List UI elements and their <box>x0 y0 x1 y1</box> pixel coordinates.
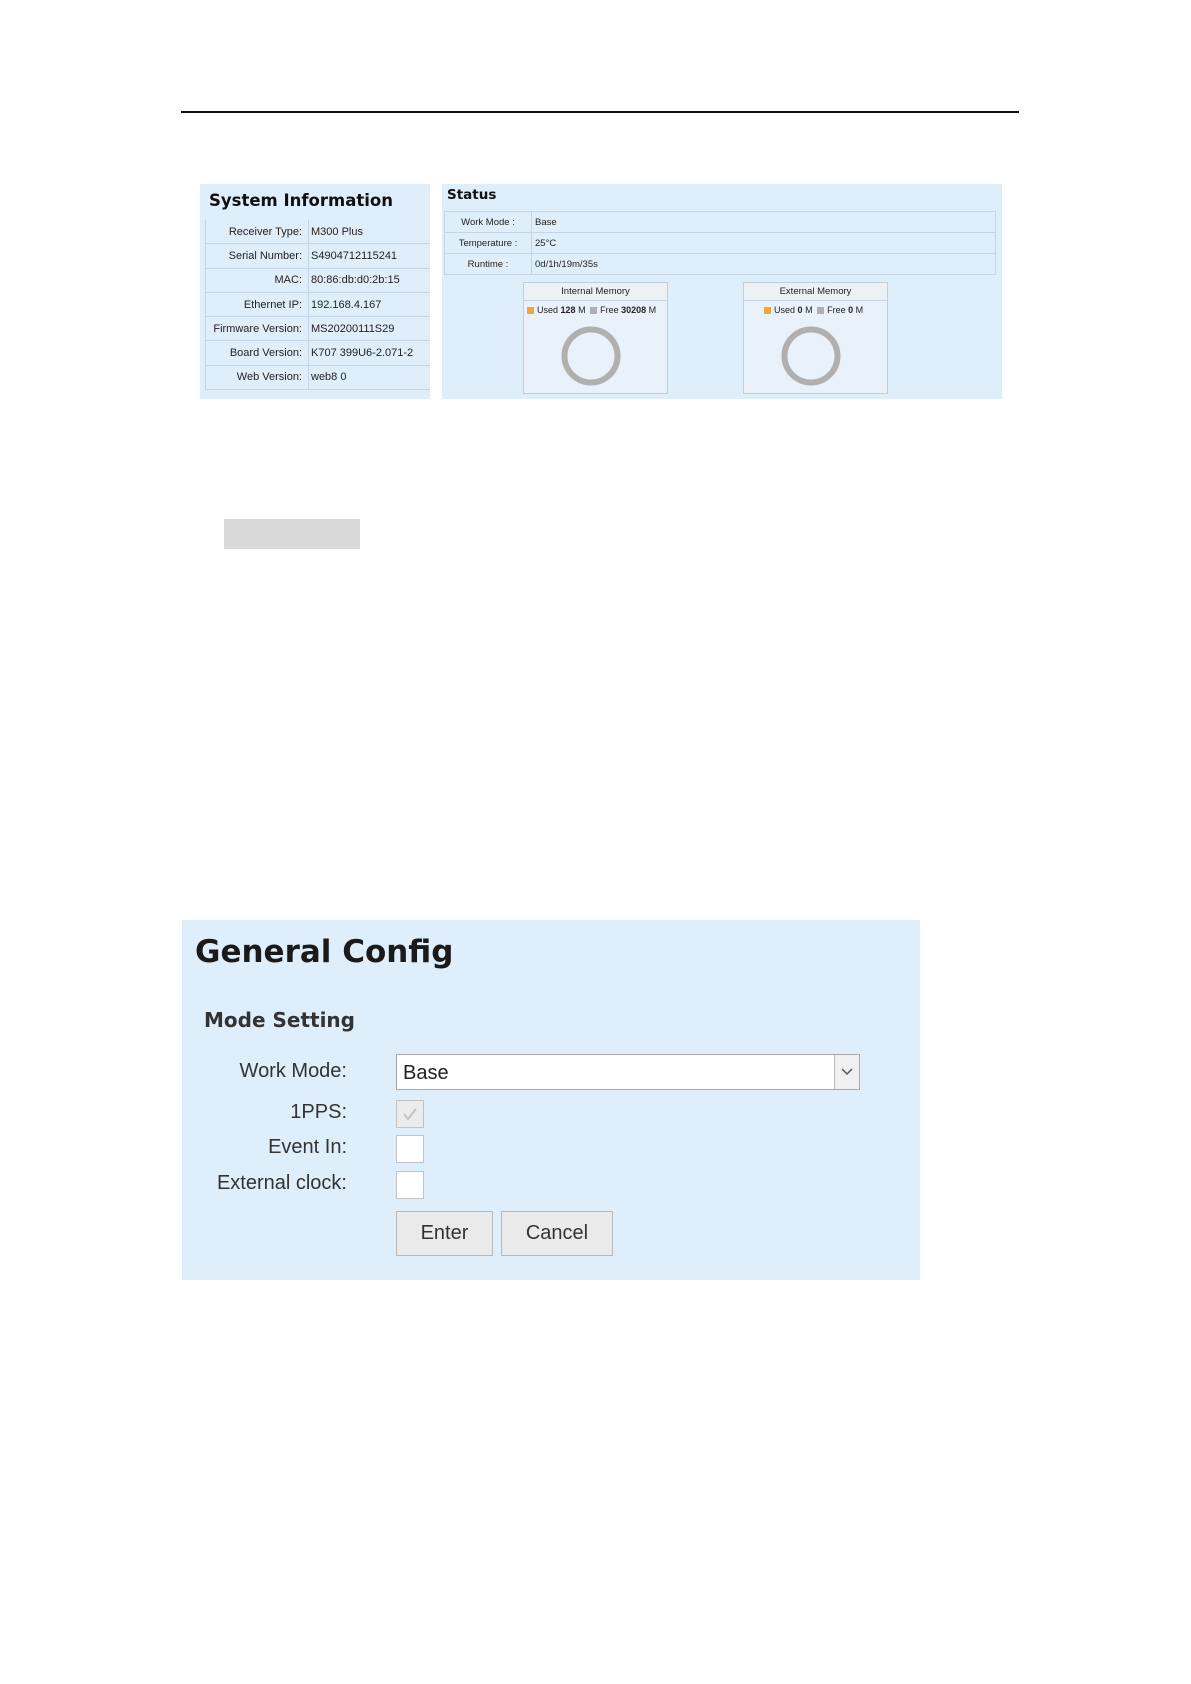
board-version-value: K707 399U6-2.071-2 <box>309 341 431 365</box>
table-row <box>206 220 431 244</box>
table-row <box>206 268 431 292</box>
serial-number-value: S4904712115241 <box>309 244 431 268</box>
used-label: Used <box>774 305 796 315</box>
enter-button[interactable]: Enter <box>396 1211 493 1256</box>
firmware-version-value: MS20200111S29 <box>309 317 431 341</box>
work-mode-label: Work Mode: <box>239 1060 347 1082</box>
status-title: Status <box>447 187 497 203</box>
redacted-highlight-bar <box>224 519 360 549</box>
general-config-title: General Config <box>195 934 454 970</box>
work-mode-status-label: Work Mode : <box>445 212 532 233</box>
status-panel <box>442 184 1002 399</box>
board-version-label: Board Version: <box>206 341 309 365</box>
table-row <box>206 244 431 268</box>
mode-setting-heading: Mode Setting <box>204 1008 355 1032</box>
free-label: Free <box>600 305 619 315</box>
free-swatch-icon <box>817 307 824 314</box>
external-used-value: 0 <box>797 305 803 315</box>
web-version-value: web8 0 <box>309 365 431 389</box>
external-clock-checkbox[interactable] <box>396 1171 424 1199</box>
work-mode-status-value: Base <box>532 212 996 233</box>
table-row <box>445 233 996 254</box>
pps-label: 1PPS: <box>290 1101 347 1123</box>
mac-label: MAC: <box>206 268 309 292</box>
serial-number-label: Serial Number: <box>206 244 309 268</box>
temperature-label: Temperature : <box>445 233 532 254</box>
ethernet-ip-label: Ethernet IP: <box>206 292 309 316</box>
internal-memory-donut-chart <box>560 325 622 387</box>
general-config-panel <box>182 920 920 1280</box>
work-mode-selected-value: Base <box>403 1062 449 1084</box>
used-unit: M <box>805 305 813 315</box>
free-swatch-icon <box>590 307 597 314</box>
internal-memory-title: Internal Memory <box>524 283 667 301</box>
external-memory-card <box>743 282 888 394</box>
runtime-label: Runtime : <box>445 254 532 275</box>
free-unit: M <box>648 305 657 315</box>
external-free-value: 0 <box>848 305 854 315</box>
checkmark-icon <box>397 1101 423 1127</box>
work-mode-select[interactable] <box>396 1054 860 1090</box>
receiver-type-value: M300 Plus <box>309 220 431 244</box>
receiver-type-label: Receiver Type: <box>206 220 309 244</box>
system-information-table <box>205 220 430 390</box>
table-row <box>206 365 431 389</box>
used-label: Used <box>537 305 559 315</box>
cancel-button[interactable]: Cancel <box>501 1211 613 1256</box>
external-memory-donut-chart <box>780 325 842 387</box>
internal-used-value: 128 <box>560 305 576 315</box>
table-row <box>206 341 431 365</box>
external-memory-title: External Memory <box>744 283 887 301</box>
ethernet-ip-value: 192.168.4.167 <box>309 292 431 316</box>
external-memory-legend <box>764 305 887 315</box>
free-ring <box>785 330 838 383</box>
internal-memory-card <box>523 282 668 394</box>
system-information-title: System Information <box>209 191 393 210</box>
table-row <box>206 317 431 341</box>
temperature-value: 25°C <box>532 233 996 254</box>
table-row <box>445 254 996 275</box>
mac-value: 80:86:db:d0:2b:15 <box>309 268 431 292</box>
internal-memory-legend <box>527 305 667 315</box>
chevron-down-icon[interactable] <box>834 1055 859 1089</box>
used-swatch-icon <box>764 307 771 314</box>
event-in-checkbox[interactable] <box>396 1135 424 1163</box>
free-unit: M <box>855 305 864 315</box>
runtime-value: 0d/1h/19m/35s <box>532 254 996 275</box>
internal-free-value: 30208 <box>621 305 647 315</box>
system-information-panel <box>200 184 430 399</box>
external-clock-label: External clock: <box>216 1172 347 1194</box>
table-row <box>445 212 996 233</box>
event-in-label: Event In: <box>268 1136 347 1158</box>
used-swatch-icon <box>527 307 534 314</box>
firmware-version-label: Firmware Version: <box>206 317 309 341</box>
page-header-rule <box>181 111 1019 113</box>
pps-checkbox[interactable] <box>396 1100 424 1128</box>
used-unit: M <box>578 305 586 315</box>
free-ring <box>565 330 618 383</box>
status-table <box>444 211 996 275</box>
free-label: Free <box>827 305 846 315</box>
table-row <box>206 292 431 316</box>
web-version-label: Web Version: <box>206 365 309 389</box>
